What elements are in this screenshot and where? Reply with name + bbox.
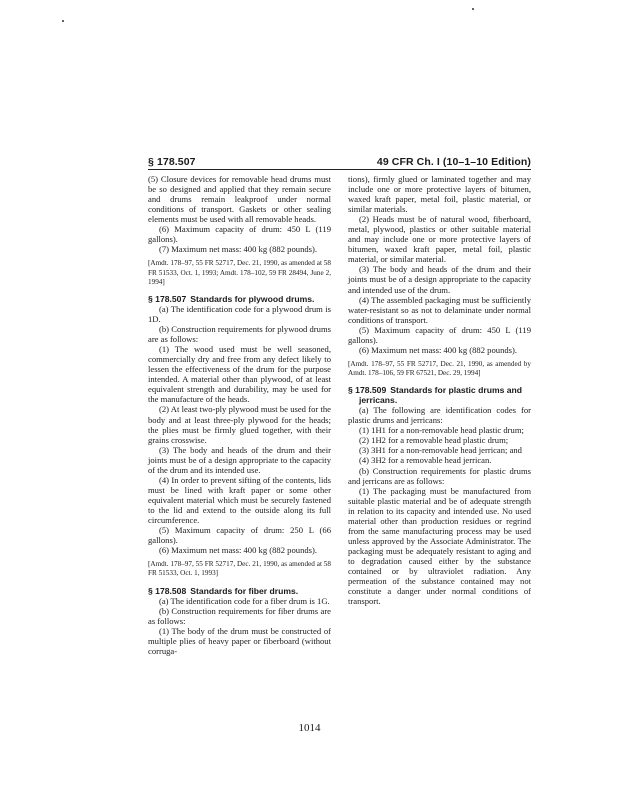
paragraph: (4) The assembled packaging must be sufficiently water-resistant so as not to delaminate under normal conditions of transport. xyxy=(348,294,531,325)
paragraph: (a) The following are identification codes for plastic drums and jerricans: xyxy=(348,405,531,426)
amendment-note: [Amdt. 178–97, 55 FR 52717, Dec. 21, 1990, as amended by Amdt. 178–106, 59 FR 67521, Dec. 29, 1994] xyxy=(348,359,531,378)
paragraph: (7) Maximum net mass: 400 kg (882 pounds). xyxy=(159,244,318,255)
paragraph: (3) 3H1 for a non-removable head jerrican; and xyxy=(359,445,522,456)
paragraph: (3) The body and heads of the drum and their joints must be of a design appropriate to the capacity and intended use of the drum. xyxy=(348,264,531,295)
section-title: Standards for plywood drums. xyxy=(190,293,315,304)
paragraph: (a) The identification code for a plywood drum is 1D. xyxy=(148,303,331,325)
paragraph: (2) Heads must be of natural wood, fiberboard, metal, plywood, plastics or other suitable material and may include one or more protective layers of bitumen, waxed kraft paper, metal foil, plastic material, or similar material. xyxy=(348,214,531,265)
section-number: § 178.509 xyxy=(348,385,387,396)
paragraph: (b) Construction requirements for plywood drums are as follows: xyxy=(148,324,331,345)
section-number: § 178.508 xyxy=(148,585,187,596)
paragraph: (4) In order to prevent sifting of the contents, lids must be lined with kraft paper or some other equivalent material which must be securely fastened to the lid and extend to the outside along its full circumference. xyxy=(148,474,331,525)
paragraph: (1) The wood used must be well seasoned, commercially dry and free from any defect likely to lessen the effectiveness of the drum for the purpose intended. A material other than plywood, of at least equivalent strength and durability, may be used for the manufacture of the heads. xyxy=(148,344,331,405)
paragraph: (b) Construction requirements for fiber drums are as follows: xyxy=(148,605,331,626)
paragraph: (1) The body of the drum must be constructed of multiple plies of heavy paper or fiberboard (without corruga- xyxy=(148,625,331,656)
amendment-note: [Amdt. 178–97, 55 FR 52717, Dec. 21, 1990, as amended at 58 FR 51533, Oct. 1, 1993; Amdt. 178–102, 59 FR 28494, June 2, 1994] xyxy=(148,259,331,286)
paragraph: (6) Maximum net mass: 400 kg (882 pounds). xyxy=(359,344,518,355)
paragraph: (5) Closure devices for removable head drums must be so designed and applied that they remain secure and drums remain leakproof under normal conditions of transport. Gaskets or other sealing elements must be used with all removable heads. xyxy=(148,174,331,225)
running-head-section: § 178.507 xyxy=(148,156,196,168)
right-column xyxy=(348,174,531,606)
running-head-title: 49 CFR Ch. I (10–1–10 Edition) xyxy=(376,156,531,168)
paragraph: (1) The packaging must be manufactured from suitable plastic material and be of adequate strength in relation to its capacity and intended use. No used material other than production residues or regrind from the same manufacturing process may be used unless approved by the Associate Administrator. The packaging must be adequately resistant to aging and to degradation caused either by the substance contained or by ultraviolet radiation. Any permeation of the substance contained may not constitute a danger under normal conditions of transport. xyxy=(348,485,531,607)
paragraph: (2) At least two-ply plywood must be used for the body and at least three-ply plywood for the heads; the plies must be firmly glued together, with their grains crosswise. xyxy=(148,404,331,445)
section-heading xyxy=(148,586,331,596)
paragraph: (6) Maximum net mass: 400 kg (882 pounds). xyxy=(159,545,318,556)
section-number: § 178.507 xyxy=(148,293,187,304)
scan-speck xyxy=(62,20,64,22)
header-rule xyxy=(148,169,531,170)
paragraph: (b) Construction requirements for plastic drums and jerricans are as follows: xyxy=(348,465,531,486)
paragraph: (5) Maximum capacity of drum: 450 L (119 gallons). xyxy=(348,324,531,345)
amendment-note: [Amdt. 178–97, 55 FR 52717, Dec. 21, 1990, as amended at 58 FR 51533, Oct. 1, 1993] xyxy=(148,560,331,578)
scan-speck xyxy=(472,8,474,10)
paragraph: (a) The identification code for a fiber drum is 1G. xyxy=(159,595,330,606)
page-number: 1014 xyxy=(298,722,321,734)
section-title: Standards for plastic drums and jerricans. xyxy=(359,385,523,406)
section-heading xyxy=(148,294,331,304)
paragraph: tions), firmly glued or laminated together and may include one or more protective layers of bitumen, waxed kraft paper, metal foil, plastic material, or similar materials. xyxy=(348,174,531,215)
section-heading xyxy=(348,385,531,405)
section-title: Standards for fiber drums. xyxy=(190,585,299,596)
paragraph: (2) 1H2 for a removable head plastic drum; xyxy=(359,435,509,446)
paragraph: (5) Maximum capacity of drum: 250 L (66 gallons). xyxy=(148,525,331,546)
paragraph: (3) The body and heads of the drum and their joints must be of a design appropriate to the capacity of the drum and its intended use. xyxy=(148,444,331,475)
paragraph: (1) 1H1 for a non-removable head plastic drum; xyxy=(359,425,524,436)
paragraph: (6) Maximum capacity of drum: 450 L (119 gallons). xyxy=(148,224,331,245)
paragraph: (4) 3H2 for a removable head jerrican. xyxy=(359,455,492,466)
left-column xyxy=(148,174,331,656)
